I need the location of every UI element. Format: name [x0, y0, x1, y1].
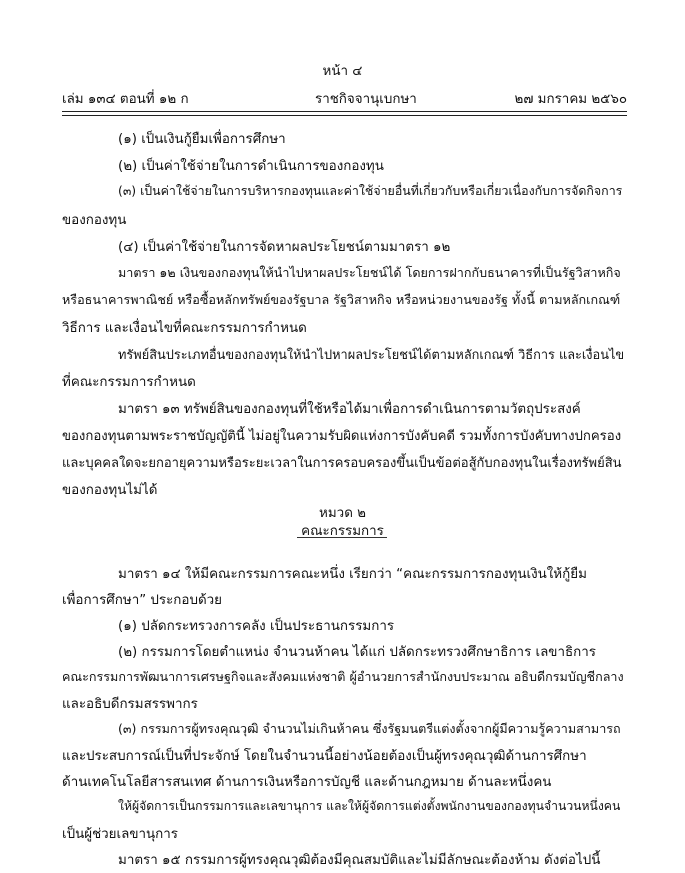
text-line: ที่คณะกรรมการกำหนด — [62, 375, 196, 390]
text-line: มาตรา ๑๓ ทรัพย์สินของกองทุนที่ใช้หรือได้มาเพื่อการดำเนินการตามวัตถุประสงค์ — [118, 402, 581, 417]
header-rule — [62, 111, 627, 116]
text-line: ของกองทุนตามพระราชบัญญัตินี้ ไม่อยู่ในความรับผิดแห่งการบังคับคดี รวมทั้งการบังคับทางปกครอง — [62, 429, 622, 444]
text-line: มาตรา ๑๒ เงินของกองทุนให้นำไปหาผลประโยชน์ได้ โดยการฝากกับธนาคารที่เป็นรัฐวิสาหกิจ — [118, 265, 621, 280]
text-line: เป็นผู้ช่วยเลขานุการ — [62, 827, 178, 842]
text-line: คณะกรรมการพัฒนาการเศรษฐกิจและสังคมแห่งชาติ ผู้อำนวยการสำนักงบประมาณ อธิบดีกรมบัญชีกลาง — [62, 669, 624, 684]
text-line: (๓) เป็นค่าใช้จ่ายในการบริหารกองทุนและค่าใช้จ่ายอื่นที่เกี่ยวกับหรือเกี่ยวเนื่องกับการจัดกิจการ — [118, 183, 623, 198]
text-line: และประสบการณ์เป็นที่ประจักษ์ โดยในจำนวนนี้อย่างน้อยต้องเป็นผู้ทรงคุณวุฒิด้านการศึกษา — [62, 749, 587, 764]
page-number: หน้า ๔ — [322, 64, 363, 79]
text-line: ให้ผู้จัดการเป็นกรรมการและเลขานุการ และให้ผู้จัดการแต่งตั้งพนักงานของกองทุนจำนวนหนึ่งคน — [118, 799, 621, 813]
text-line: (๓) กรรมการผู้ทรงคุณวุฒิ จำนวนไม่เกินห้าคน ซึ่งรัฐมนตรีแต่งตั้งจากผู้มีความรู้ความสามารถ — [118, 721, 621, 736]
text-line: (๔) เป็นค่าใช้จ่ายในการจัดหาผลประโยชน์ตามมาตรา ๑๒ — [118, 240, 451, 255]
text-line: ทรัพย์สินประเภทอื่นของกองทุนให้นำไปหาผลประโยชน์ได้ตามหลักเกณฑ์ วิธีการ และเงื่อนไข — [118, 348, 625, 363]
text-line: หรือธนาคารพาณิชย์ หรือซื้อหลักทรัพย์ของรัฐบาล รัฐวิสาหกิจ หรือหน่วยงานของรัฐ ทั้งนี้ ตามหลักเกณฑ์ — [62, 292, 621, 307]
text-line: วิธีการ และเงื่อนไขที่คณะกรรมการกำหนด — [62, 321, 307, 336]
section-rule — [297, 537, 387, 538]
text-line: ด้านเทคโนโลยีสารสนเทศ ด้านการเงินหรือการบัญชี และด้านกฎหมาย ด้านละหนึ่งคน — [62, 775, 552, 790]
text-line: มาตรา ๑๕ กรรมการผู้ทรงคุณวุฒิต้องมีคุณสมบัติและไม่มีลักษณะต้องห้าม ดังต่อไปนี้ — [118, 853, 601, 868]
text-line: และอธิบดีกรมสรรพากร — [62, 697, 198, 712]
text-line: มาตรา ๑๔ ให้มีคณะกรรมการคณะหนึ่ง เรียกว่า “คณะกรรมการกองทุนเงินให้กู้ยืม — [118, 567, 587, 582]
text-line: ของกองทุนไม่ได้ — [62, 483, 158, 498]
text-line: เพื่อการศึกษา” ประกอบด้วย — [62, 593, 223, 608]
publication-date: ๒๗ มกราคม ๒๕๖๐ — [514, 92, 627, 107]
text-line: และบุคคลใดจะยกอายุความหรือระยะเวลาในการครอบครองขึ้นเป็นข้อต่อสู้กับกองทุนในเรื่องทรัพย์สิน — [62, 456, 622, 471]
text-line: (๒) กรรมการโดยตำแหน่ง จำนวนห้าคน ได้แก่ ปลัดกระทรวงศึกษาธิการ เลขาธิการ — [118, 645, 596, 660]
text-line: (๒) เป็นค่าใช้จ่ายในการดำเนินการของกองทุน — [118, 159, 384, 174]
section-title: คณะกรรมการ — [301, 524, 384, 539]
volume-info: เล่ม ๑๓๔ ตอนที่ ๑๒ ก — [62, 92, 189, 107]
section-heading: หมวด ๒ — [319, 506, 366, 521]
text-line: (๑) เป็นเงินกู้ยืมเพื่อการศึกษา — [118, 132, 286, 147]
text-line: (๑) ปลัดกระทรวงการคลัง เป็นประธานกรรมการ — [118, 619, 395, 634]
running-header — [62, 88, 627, 108]
publication-name: ราชกิจจานุเบกษา — [315, 92, 417, 107]
text-line: ของกองทุน — [62, 213, 127, 228]
